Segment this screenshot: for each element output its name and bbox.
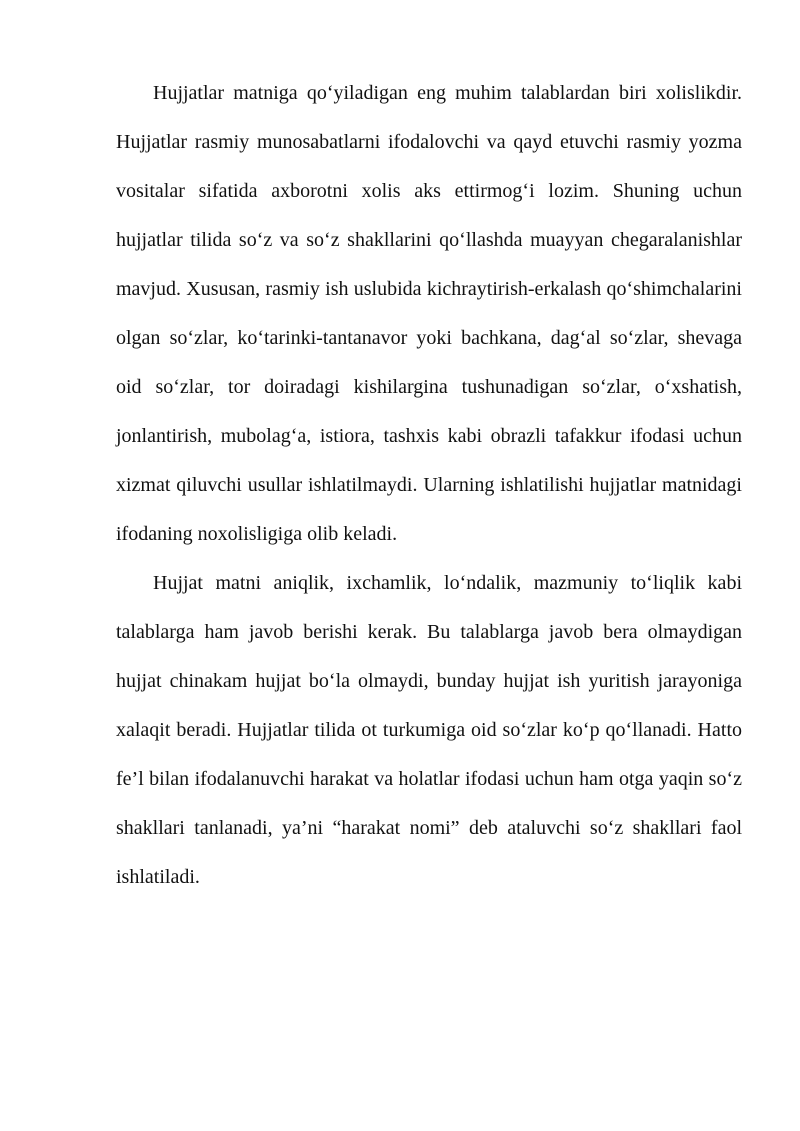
document-body [116, 69, 742, 902]
paragraph-2: Hujjat matni aniqlik, ixchamlik, lo‘ndalik, mazmuniy to‘liqlik kabi talablarga ham javob berishi kerak. Bu talablarga javob bera olmaydigan hujjat chinakam hujjat bo‘la olmaydi, bunday hujjat ish yuritish jarayoniga xalaqit beradi. Hujjatlar tilida ot turkumiga oid so‘zlar ko‘p qo‘llanadi. Hatto fe’l bilan ifodalanuvchi harakat va holatlar ifodasi uchun ham otga yaqin so‘z shakllari tanlanadi, ya’ni “harakat nomi” deb ataluvchi so‘z shakllari faol ishlatiladi. [116, 572, 742, 888]
paragraph-1: Hujjatlar matniga qo‘yiladigan eng muhim talablardan biri xolislikdir. Hujjatlar rasmiy munosabatlarni ifodalovchi va qayd etuvchi rasmiy yozma vositalar sifatida axborotni xolis aks ettirmog‘i lozim. Shuning uchun hujjatlar tilida so‘z va so‘z shakllarini qo‘llashda muayyan chegaralanishlar mavjud. Xususan, rasmiy ish uslubida kichraytirish-erkalash qo‘shimchalarini olgan so‘zlar, ko‘tarinki-tantanavor yoki bachkana, dag‘al so‘zlar, shevaga oid so‘zlar, tor doiradagi kishilargina tushunadigan so‘zlar, o‘xshatish, jonlantirish, mubolag‘a, istiora, tashxis kabi obrazli tafakkur ifodasi uchun xizmat qiluvchi usullar ishlatilmaydi. Ularning ishlatilishi hujjatlar matnidagi ifodaning noxolisligiga olib keladi. [116, 82, 742, 545]
